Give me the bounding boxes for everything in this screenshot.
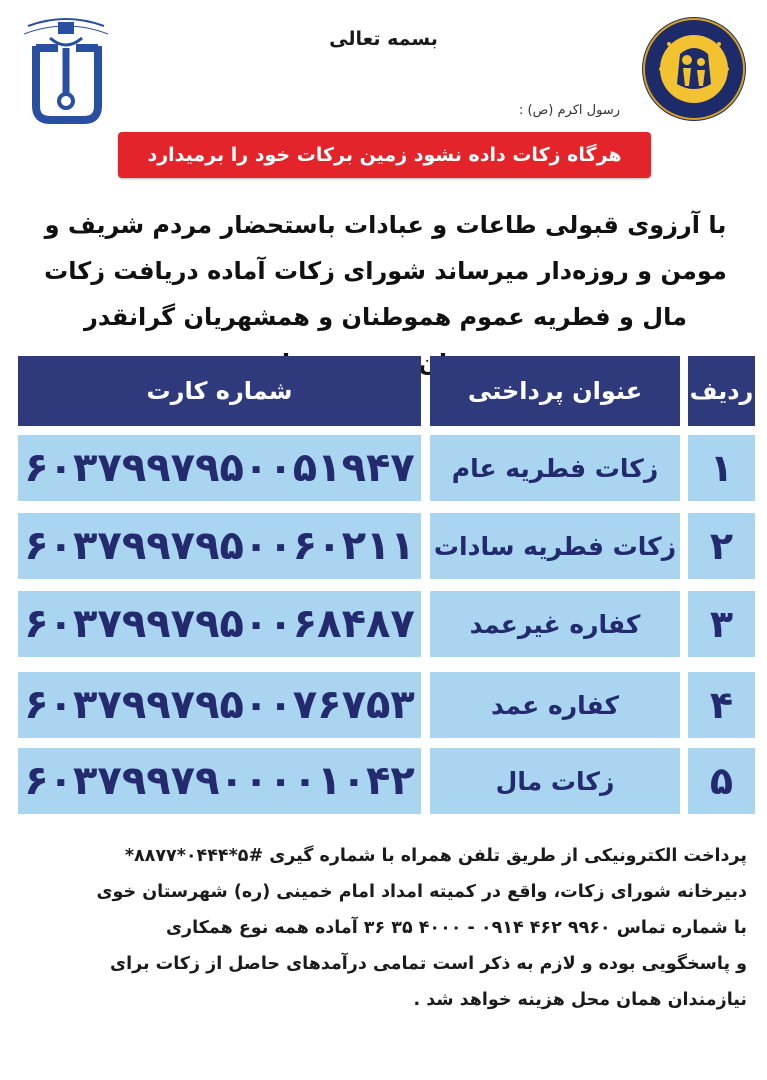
footer-line: نیازمندان همان محل هزینه خواهد شد .: [413, 990, 747, 1010]
header-row-number: ردیف: [688, 356, 755, 426]
hadith-text: هرگاه زکات داده نشود زمین برکات خود را برمیدارد: [147, 144, 622, 166]
row-4-card-number: ۶۰۳۷۹۹۷۹۵۰۰۷۶۷۵۳: [18, 672, 421, 738]
header-card-number: شماره کارت: [18, 356, 421, 426]
row-3-number: ۳: [688, 591, 755, 657]
row-1-card-number: ۶۰۳۷۹۹۷۹۵۰۰۵۱۹۴۷: [18, 435, 421, 501]
row-3-title: کفاره غیرعمد: [430, 591, 680, 657]
row-4-title: کفاره عمد: [430, 672, 680, 738]
row-2-number: ۲: [688, 513, 755, 579]
row-5-number: ۵: [688, 748, 755, 814]
footer-line: و پاسخگویی بوده و لازم به ذکر است تمامی درآمدهای حاصل از زکات برای: [110, 954, 747, 974]
row-1-title: زکات فطریه عام: [430, 435, 680, 501]
footer-line: با شماره تماس ۹۹۶۰ ۴۶۲ ۰۹۱۴ - ۴۰۰۰ ۳۵ ۳۶ آماده همه نوع همکاری: [166, 918, 747, 938]
basmala-heading: بسمه تعالی: [329, 28, 438, 50]
footer-line: پرداخت الکترونیکی از طریق تلفن همراه با شماره گیری #۵*۰۴۴۴*۸۸۷۷*: [124, 846, 747, 866]
payment-cards-table: [18, 356, 755, 822]
footer-line: دبیرخانه شورای زکات، واقع در کمیته امداد امام خمینی (ره) شهرستان خوی: [96, 882, 747, 902]
row-2-title: زکات فطریه سادات: [430, 513, 680, 579]
zakat-council-logo-icon: [14, 8, 118, 132]
intro-paragraph: با آرزوی قبولی طاعات و عبادات باستحضار مردم شریف و مومن و روزه‌دار میرساند شورای زکات آماده دریافت زکات مال و فطریه عموم هموطنان و همشهریان گرانقدر: [44, 211, 727, 331]
hadith-banner: [118, 132, 651, 178]
row-5-card-number: ۶۰۳۷۹۹۷۹۰۰۰۰۱۰۴۲: [18, 748, 421, 814]
row-2-card-number: ۶۰۳۷۹۹۷۹۵۰۰۶۰۲۱۱: [18, 513, 421, 579]
row-3-card-number: ۶۰۳۷۹۹۷۹۵۰۰۶۸۴۸۷: [18, 591, 421, 657]
row-5-title: زکات مال: [430, 748, 680, 814]
row-4-number: ۴: [688, 672, 755, 738]
header-payment-title: عنوان پرداختی: [430, 356, 680, 426]
row-1-number: ۱: [688, 435, 755, 501]
footer-notice: [20, 838, 747, 1018]
hadith-attribution: رسول اکرم (ص) :: [519, 103, 620, 118]
